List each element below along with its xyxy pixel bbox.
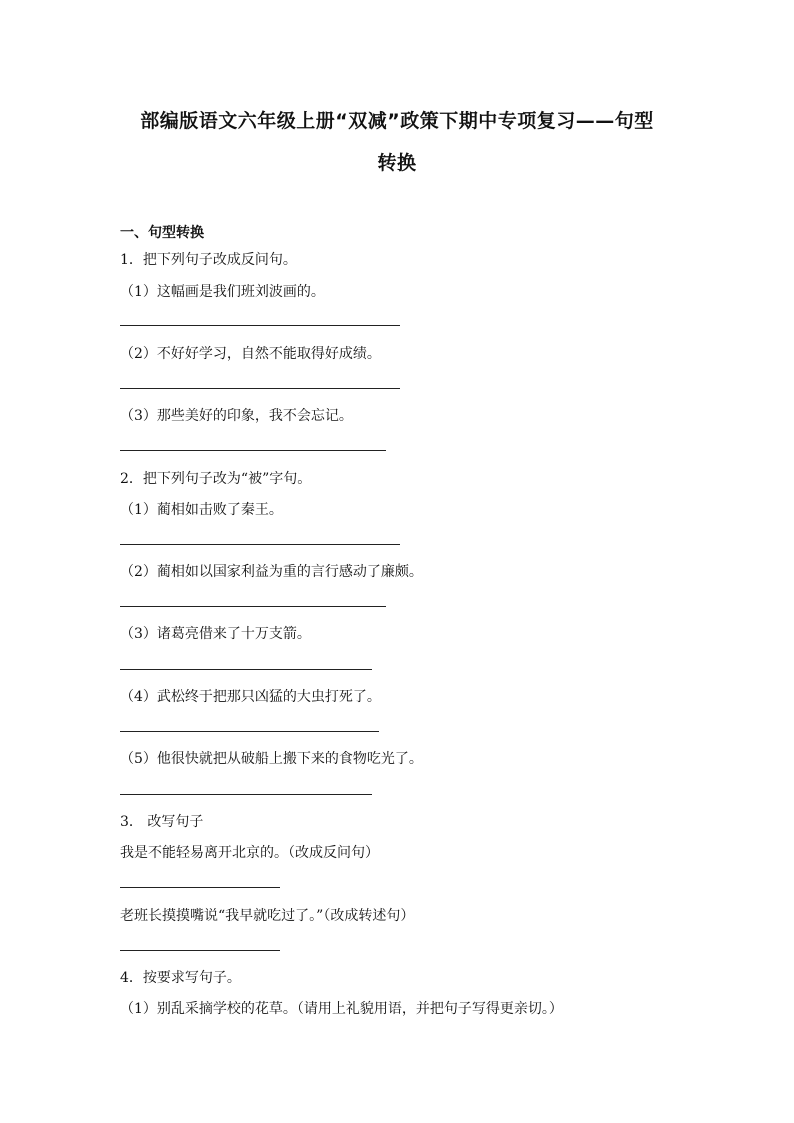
section-heading: 一、句型转换	[120, 225, 204, 241]
question-2-item-3: （3）诸葛亮借来了十万支箭。	[120, 626, 311, 642]
question-4-stem: 4．按要求写句子。	[120, 970, 241, 986]
answer-line[interactable]	[120, 950, 280, 951]
question-2-stem: 2．把下列句子改为“被”字句。	[120, 471, 312, 487]
question-1-item-2: （2）不好好学习，自然不能取得好成绩。	[120, 346, 381, 362]
answer-line[interactable]	[120, 887, 280, 888]
document-title-line-1: 部编版语文六年级上册“双减”政策下期中专项复习——句型	[140, 110, 654, 132]
question-3-item-1: 我是不能轻易离开北京的。（改成反问句）	[120, 845, 379, 861]
answer-line[interactable]	[120, 450, 386, 451]
question-2-item-5: （5）他很快就把从破船上搬下来的食物吃光了。	[120, 751, 423, 767]
document-title-line-2: 转换	[377, 152, 417, 174]
answer-line[interactable]	[120, 325, 400, 326]
question-2-item-4: （4）武松终于把那只凶猛的大虫打死了。	[120, 689, 381, 705]
question-3-stem: 3． 改写句子	[120, 814, 204, 830]
answer-line[interactable]	[120, 544, 400, 545]
answer-line[interactable]	[120, 794, 372, 795]
question-2-item-1: （1）蔺相如击败了秦王。	[120, 502, 283, 518]
question-1-stem: 1．把下列句子改成反问句。	[120, 252, 297, 268]
question-2-item-2: （2）蔺相如以国家利益为重的言行感动了廉颇。	[120, 564, 423, 580]
question-3-item-2: 老班长摸摸嘴说“我早就吃过了。”（改成转述句）	[120, 908, 415, 924]
question-1-item-1: （1）这幅画是我们班刘波画的。	[120, 284, 325, 300]
answer-line[interactable]	[120, 388, 400, 389]
answer-line[interactable]	[120, 606, 386, 607]
question-4-item-1: （1）别乱采摘学校的花草。（请用上礼貌用语，并把句子写得更亲切。）	[120, 1001, 563, 1017]
question-1-item-3: （3）那些美好的印象，我不会忘记。	[120, 408, 353, 424]
answer-line[interactable]	[120, 669, 372, 670]
answer-line[interactable]	[120, 731, 379, 732]
